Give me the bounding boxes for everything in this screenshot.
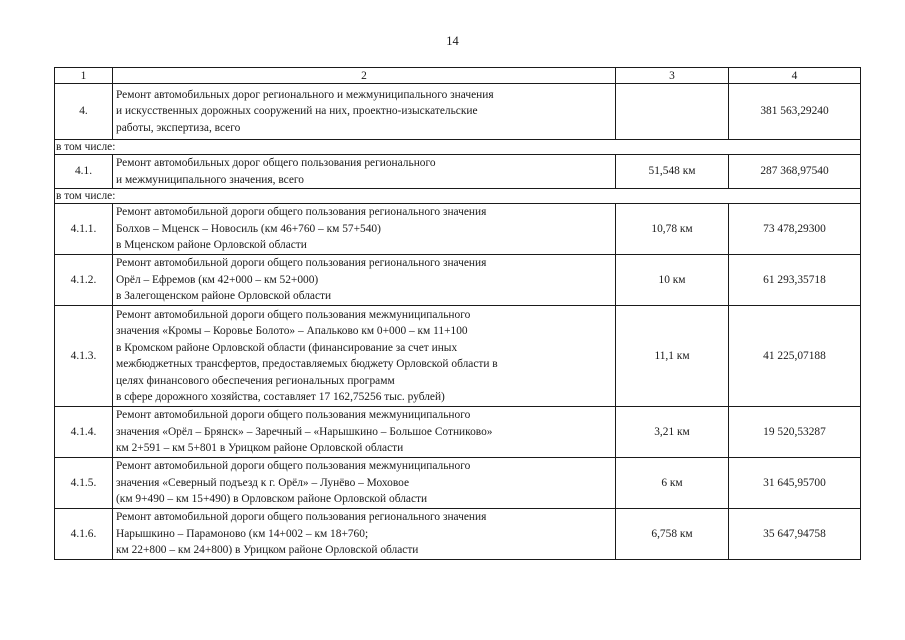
row-name <box>113 306 616 407</box>
row-name-line: значения «Орёл – Брянск» – Заречный – «Нарышкино – Большое Сотниково» <box>116 425 493 438</box>
row-number: 4.1.1. <box>55 204 113 255</box>
row-name-line: целях финансового обеспечения региональных программ <box>116 374 395 387</box>
table-row <box>55 306 861 407</box>
row-name <box>113 458 616 509</box>
column-number-4: 4 <box>729 68 861 84</box>
row-number: 4.1.6. <box>55 509 113 560</box>
row-name-line: и межмуниципального значения, всего <box>116 173 304 186</box>
row-length: 11,1 км <box>616 306 729 407</box>
table-row <box>55 407 861 458</box>
row-name-line: Ремонт автомобильных дорог общего пользования регионального <box>116 157 436 169</box>
row-length <box>616 84 729 140</box>
row-sum: 381 563,29240 <box>729 84 861 140</box>
column-number-row <box>55 68 861 84</box>
row-name-line: значения «Северный подъезд к г. Орёл» – Лунёво – Моховое <box>116 476 410 489</box>
row-number: 4.1.5. <box>55 458 113 509</box>
row-number: 4.1.4. <box>55 407 113 458</box>
table-row <box>55 509 861 560</box>
row-name-line: км 22+800 – км 24+800) в Урицком районе Орловской области <box>116 544 419 557</box>
row-sum: 35 647,94758 <box>729 509 861 560</box>
row-name-line: в Залегощенском районе Орловской области <box>116 290 332 303</box>
subheader-text: в том числе: <box>55 189 861 204</box>
row-sum: 287 368,97540 <box>729 155 861 189</box>
column-number-1: 1 <box>55 68 113 84</box>
row-name <box>113 84 616 140</box>
column-number-2: 2 <box>113 68 616 84</box>
row-name <box>113 155 616 189</box>
row-name <box>113 509 616 560</box>
row-name-line: Орёл – Ефремов (км 42+000 – км 52+000) <box>116 273 319 286</box>
row-name-line: Ремонт автомобильной дороги общего пользования межмуниципального <box>116 308 471 321</box>
row-name-line: Ремонт автомобильных дорог регионального и межмуниципального значения <box>116 88 494 101</box>
row-number: 4.1.2. <box>55 255 113 306</box>
row-number: 4. <box>55 84 113 140</box>
row-name-line: Ремонт автомобильной дороги общего пользования регионального значения <box>116 206 487 219</box>
table-row-total <box>55 84 861 140</box>
row-name-line: в Кромском районе Орловской области (финансирование за счет иных <box>116 341 458 354</box>
row-number: 4.1.3. <box>55 306 113 407</box>
page-number: 14 <box>446 34 459 48</box>
row-name-line: межбюджетных трансфертов, предоставляемых бюджету Орловской области в <box>116 358 498 370</box>
row-length: 10 км <box>616 255 729 306</box>
subheader-text: в том числе: <box>55 140 861 155</box>
row-sum: 61 293,35718 <box>729 255 861 306</box>
table-row-subtotal <box>55 155 861 189</box>
row-name-line: Ремонт автомобильной дороги общего пользования регионального значения <box>116 511 487 524</box>
row-sum: 19 520,53287 <box>729 407 861 458</box>
row-length: 3,21 км <box>616 407 729 458</box>
row-name-line: Ремонт автомобильной дороги общего пользования межмуниципального <box>116 460 471 473</box>
row-sum: 41 225,07188 <box>729 306 861 407</box>
column-number-3: 3 <box>616 68 729 84</box>
row-name-line: в Мценском районе Орловской области <box>116 239 307 252</box>
roads-table-body <box>55 68 861 560</box>
subheader-row <box>55 189 861 204</box>
row-name <box>113 255 616 306</box>
roads-table <box>54 67 861 560</box>
table-row <box>55 204 861 255</box>
table-row <box>55 255 861 306</box>
row-name <box>113 407 616 458</box>
row-length: 10,78 км <box>616 204 729 255</box>
row-length: 51,548 км <box>616 155 729 189</box>
row-sum: 73 478,29300 <box>729 204 861 255</box>
row-name-line: работы, экспертиза, всего <box>116 121 241 134</box>
row-name-line: Болхов – Мценск – Новосиль (км 46+760 – км 57+540) <box>116 222 381 235</box>
row-length: 6,758 км <box>616 509 729 560</box>
row-name-line: Ремонт автомобильной дороги общего пользования межмуниципального <box>116 409 471 422</box>
row-name-line: значения «Кромы – Коровье Болото» – Апальково км 0+000 – км 11+100 <box>116 325 468 337</box>
row-name-line: км 2+591 – км 5+801 в Урицком районе Орловской области <box>116 442 404 455</box>
row-name-line: и искусственных дорожных сооружений на них, проектно-изыскательские <box>116 105 478 118</box>
row-name <box>113 204 616 255</box>
row-sum: 31 645,95700 <box>729 458 861 509</box>
row-name-line: (км 9+490 – км 15+490) в Орловском районе Орловской области <box>116 493 428 506</box>
row-length: 6 км <box>616 458 729 509</box>
table-row <box>55 458 861 509</box>
row-name-line: Ремонт автомобильной дороги общего пользования регионального значения <box>116 257 487 270</box>
subheader-row <box>55 140 861 155</box>
row-name-line: в сфере дорожного хозяйства, составляет 17 162,75256 тыс. рублей) <box>116 391 445 403</box>
row-number: 4.1. <box>55 155 113 189</box>
row-name-line: Нарышкино – Парамоново (км 14+002 – км 18+760; <box>116 527 369 540</box>
